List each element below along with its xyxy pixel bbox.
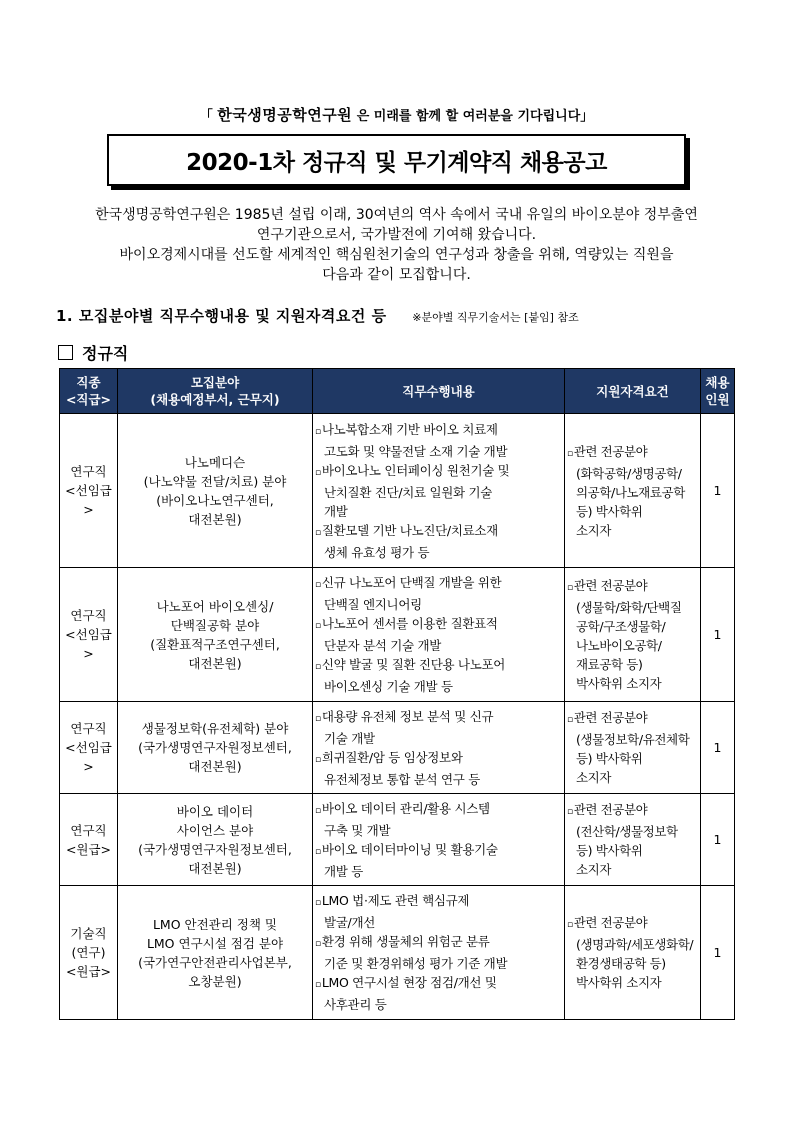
- duty-item: [315, 655, 562, 677]
- req-item: [567, 442, 698, 464]
- header-field: [118, 369, 313, 414]
- field-line: 대전본원): [188, 860, 242, 876]
- count-value: 1: [713, 945, 722, 960]
- field-line: (나노약물 전달/치료) 분야: [143, 473, 287, 489]
- header-duty-text: 직무수행내용: [402, 383, 475, 399]
- header-count: [701, 369, 735, 414]
- field-line: 나노메디슨: [184, 454, 246, 470]
- cell-requirements: [565, 702, 701, 794]
- duty-item: [315, 420, 562, 442]
- job-line: <선임급>: [65, 627, 112, 661]
- duty-text: 희귀질환/암 등 임상정보와: [321, 749, 463, 765]
- req-text: 소지자: [576, 522, 612, 538]
- req-item: [567, 576, 698, 598]
- duty-text: 바이오센싱 기술 개발 등: [324, 679, 453, 694]
- subheading: [58, 341, 128, 364]
- header-job-line: 직종: [76, 375, 101, 390]
- duty-text: 사후관리 등: [324, 997, 387, 1012]
- count-value: 1: [713, 740, 722, 755]
- bullet-icon: ▫: [315, 939, 321, 949]
- duty-text: 개발: [324, 503, 348, 519]
- field-line: 대전본원): [188, 759, 242, 774]
- cell-requirements: [565, 568, 701, 702]
- count-value: 1: [713, 627, 722, 642]
- duty-text: LMO 연구시설 현장 점검/개선 및: [321, 975, 497, 990]
- duty-item: [315, 573, 562, 595]
- header-count-line: 채용: [705, 375, 730, 390]
- req-text: 관련 전공분야: [573, 802, 648, 817]
- duty-item: [315, 891, 562, 913]
- req-item: [567, 913, 698, 935]
- req-text: (화학공학/생명공학/: [576, 465, 682, 481]
- field-line: 오창분원): [188, 973, 242, 989]
- duty-text: 나노복합소재 기반 바이오 치료제: [321, 421, 498, 437]
- bullet-icon: ▫: [567, 715, 573, 725]
- req-item: [567, 708, 698, 730]
- cell-job: [60, 414, 118, 568]
- intro-line: 바이오경제시대를 선도할 세계적인 핵심원천기술의 연구성과 창출을 위해, 역량있는 직원을: [119, 247, 674, 263]
- cell-job: [60, 568, 118, 702]
- req-text: 등) 박사학위: [576, 751, 643, 766]
- duty-item: [315, 799, 562, 821]
- header-requirements: [565, 369, 701, 414]
- cell-field: [118, 794, 313, 886]
- table-row: [60, 702, 735, 794]
- cell-duty: [313, 414, 565, 568]
- duty-text: 바이오 데이터 관리/활용 시스템: [321, 800, 490, 816]
- field-line: (국가연구안전관리사업본부,: [138, 954, 292, 970]
- req-text: 나노바이오공학/: [576, 638, 662, 653]
- duty-text: 대용량 유전체 정보 분석 및 신규: [321, 708, 494, 724]
- duty-text: 단백질 엔지니어링: [324, 597, 422, 612]
- bullet-icon: ▫: [315, 898, 321, 908]
- header-job-line: <직급>: [65, 392, 112, 407]
- field-line: (질환표적구조연구센터,: [150, 636, 280, 652]
- field-line: 대전본원): [188, 511, 242, 527]
- tagline-org: 한국생명공학연구원: [217, 106, 353, 124]
- job-line: (연구): [71, 945, 106, 960]
- cell-job: [60, 702, 118, 794]
- req-text: 관련 전공분야: [573, 915, 648, 930]
- job-line: 연구직: [70, 464, 107, 479]
- tagline-rest: 은 미래를 함께 할 여러분을 기다립니다」: [356, 109, 594, 124]
- req-text: 의공학/나노재료공학: [576, 484, 685, 500]
- bullet-icon: ▫: [315, 621, 321, 631]
- req-text: 관련 전공분야: [573, 443, 648, 459]
- header-duty: [313, 369, 565, 414]
- req-text: (생물정보학/유전체학: [576, 732, 690, 747]
- req-text: (생물학/화학/단백질: [576, 600, 682, 615]
- cell-count: [701, 702, 735, 794]
- duty-text: 기술 개발: [324, 730, 375, 746]
- duty-text: 발굴/개선: [324, 915, 376, 930]
- req-text: 소지자: [576, 770, 612, 785]
- page-title: [107, 134, 686, 186]
- cell-duty: [313, 794, 565, 886]
- cell-field: [118, 414, 313, 568]
- req-text: 박사학위 소지자: [576, 975, 662, 990]
- cell-requirements: [565, 414, 701, 568]
- duty-text: 환경 위해 생물체의 위험군 분류: [321, 934, 490, 949]
- field-line: 사이언스 분야: [176, 822, 254, 838]
- req-text: (전산학/생물정보학: [576, 824, 678, 839]
- req-text: 소지자: [576, 862, 612, 877]
- duty-text: 생체 유효성 평가 등: [324, 544, 430, 560]
- intro-line: 한국생명공학연구원은 1985년 설립 이래, 30여년의 역사 속에서 국내 유일의 바이오분야 정부출연: [95, 207, 698, 223]
- field-line: (국가생명연구자원정보센터,: [138, 740, 292, 755]
- intro-line: 다음과 같이 모집합니다.: [322, 267, 471, 283]
- job-line: 연구직: [70, 721, 107, 736]
- field-line: 생물정보학(유전체학) 분야: [141, 721, 289, 736]
- field-line: (바이오나노연구센터,: [156, 492, 274, 508]
- cell-requirements: [565, 886, 701, 1020]
- duty-text: 고도화 및 약물전달 소재 기술 개발: [324, 443, 508, 459]
- req-text: 박사학위 소지자: [576, 676, 662, 691]
- duty-text: 기준 및 환경위해성 평가 기준 개발: [324, 956, 508, 971]
- req-item: [567, 800, 698, 822]
- header-field-line: (채용예정부서, 근무지): [150, 392, 280, 407]
- duty-item: [315, 840, 562, 862]
- req-text: 등) 박사학위: [576, 843, 643, 858]
- bullet-icon: ▫: [567, 583, 573, 593]
- section-heading-text: 1. 모집분야별 직무수행내용 및 지원자격요건 등: [56, 307, 387, 325]
- duty-item: [315, 932, 562, 954]
- cell-field: [118, 886, 313, 1020]
- cell-duty: [313, 702, 565, 794]
- duty-text: 구축 및 개발: [324, 822, 391, 838]
- job-line: <선임급>: [65, 483, 112, 517]
- page-title-text: 2020-1차 정규직 및 무기계약직 채용공고: [186, 149, 607, 176]
- table-row: [60, 794, 735, 886]
- req-text: 환경생태공학 등): [576, 956, 666, 971]
- duty-text: 바이오나노 인터페이싱 원천기술 및: [321, 462, 510, 478]
- cell-duty: [313, 886, 565, 1020]
- bullet-icon: ▫: [567, 807, 573, 817]
- req-text: (생명과학/세포생화학/: [576, 937, 694, 952]
- duty-item: [315, 707, 562, 729]
- duty-text: 신약 발굴 및 질환 진단용 나노포어: [321, 657, 506, 672]
- duty-text: 난치질환 진단/치료 일원화 기술: [324, 484, 493, 500]
- bullet-icon: ▫: [567, 448, 573, 459]
- intro-paragraph: [40, 205, 753, 285]
- count-value: 1: [713, 483, 722, 498]
- cell-duty: [313, 568, 565, 702]
- job-line: 기술직: [70, 926, 107, 941]
- job-line: <선임급>: [65, 740, 112, 774]
- cell-job: [60, 794, 118, 886]
- cell-count: [701, 794, 735, 886]
- bullet-icon: ▫: [315, 467, 321, 478]
- section-heading: [56, 305, 579, 326]
- duty-item: [315, 614, 562, 636]
- job-line: 연구직: [70, 608, 107, 623]
- duty-item: [315, 461, 562, 483]
- duty-text: 신규 나노포어 단백질 개발을 위한: [321, 575, 502, 590]
- checkbox-icon: [58, 345, 73, 360]
- duty-item: [315, 748, 562, 770]
- tagline-open: 「: [199, 109, 213, 124]
- header-job: [60, 369, 118, 414]
- bullet-icon: ▫: [315, 846, 321, 857]
- bullet-icon: ▫: [315, 580, 321, 590]
- bullet-icon: ▫: [567, 920, 573, 930]
- field-line: 대전본원): [188, 655, 242, 671]
- recruitment-table: [59, 368, 735, 1020]
- duty-text: 단분자 분석 기술 개발: [324, 638, 441, 653]
- job-line: <원급>: [65, 964, 112, 979]
- duty-text: 유전체정보 통합 분석 연구 등: [324, 771, 480, 787]
- field-line: 바이오 데이터: [176, 803, 254, 819]
- req-text: 관련 전공분야: [573, 710, 648, 725]
- req-text: 관련 전공분야: [573, 578, 648, 593]
- bullet-icon: ▫: [315, 805, 321, 816]
- duty-item: [315, 521, 562, 543]
- bullet-icon: ▫: [315, 713, 321, 724]
- duty-item: [315, 973, 562, 995]
- cell-field: [118, 568, 313, 702]
- table-row: [60, 886, 735, 1020]
- cell-count: [701, 886, 735, 1020]
- duty-text: 개발 등: [324, 863, 363, 879]
- header-field-line: 모집분야: [190, 375, 240, 390]
- count-value: 1: [713, 832, 722, 847]
- tagline: [0, 104, 793, 125]
- section-note: ※분야별 직무기술서는 [붙임] 참조: [412, 311, 579, 324]
- header-count-line: 인원: [705, 392, 730, 407]
- table-body: [60, 414, 735, 1020]
- cell-count: [701, 568, 735, 702]
- field-line: LMO 연구시설 점검 분야: [146, 935, 284, 951]
- req-text: 공학/구조생물학/: [576, 619, 666, 634]
- intro-line: 연구기관으로서, 국가발전에 기여해 왔습니다.: [256, 227, 537, 243]
- cell-count: [701, 414, 735, 568]
- duty-text: 바이오 데이터마이닝 및 활용기술: [321, 841, 498, 857]
- table-header-row: [60, 369, 735, 414]
- table-row: [60, 414, 735, 568]
- duty-text: LMO 법·제도 관련 핵심규제: [321, 893, 470, 908]
- bullet-icon: ▫: [315, 527, 321, 538]
- bullet-icon: ▫: [315, 426, 321, 437]
- field-line: LMO 안전관리 정책 및: [152, 916, 278, 932]
- field-line: 나노포어 바이오센싱/: [156, 598, 274, 614]
- req-text: 재료공학 등): [576, 657, 643, 672]
- subheading-text: 정규직: [82, 344, 129, 363]
- cell-field: [118, 702, 313, 794]
- duty-text: 나노포어 센서를 이용한 질환표적: [321, 616, 498, 631]
- job-line: 연구직: [70, 822, 107, 838]
- header-req-text: 지원자격요건: [596, 383, 669, 399]
- bullet-icon: ▫: [315, 754, 321, 765]
- cell-job: [60, 886, 118, 1020]
- field-line: 단백질공학 분야: [170, 617, 260, 633]
- table-row: [60, 568, 735, 702]
- req-text: 등) 박사학위: [576, 503, 643, 519]
- field-line: (국가생명연구자원정보센터,: [138, 841, 292, 857]
- job-line: <원급>: [65, 841, 112, 857]
- bullet-icon: ▫: [315, 662, 321, 672]
- bullet-icon: ▫: [315, 980, 321, 990]
- duty-text: 질환모델 기반 나노진단/치료소재: [321, 522, 498, 538]
- cell-requirements: [565, 794, 701, 886]
